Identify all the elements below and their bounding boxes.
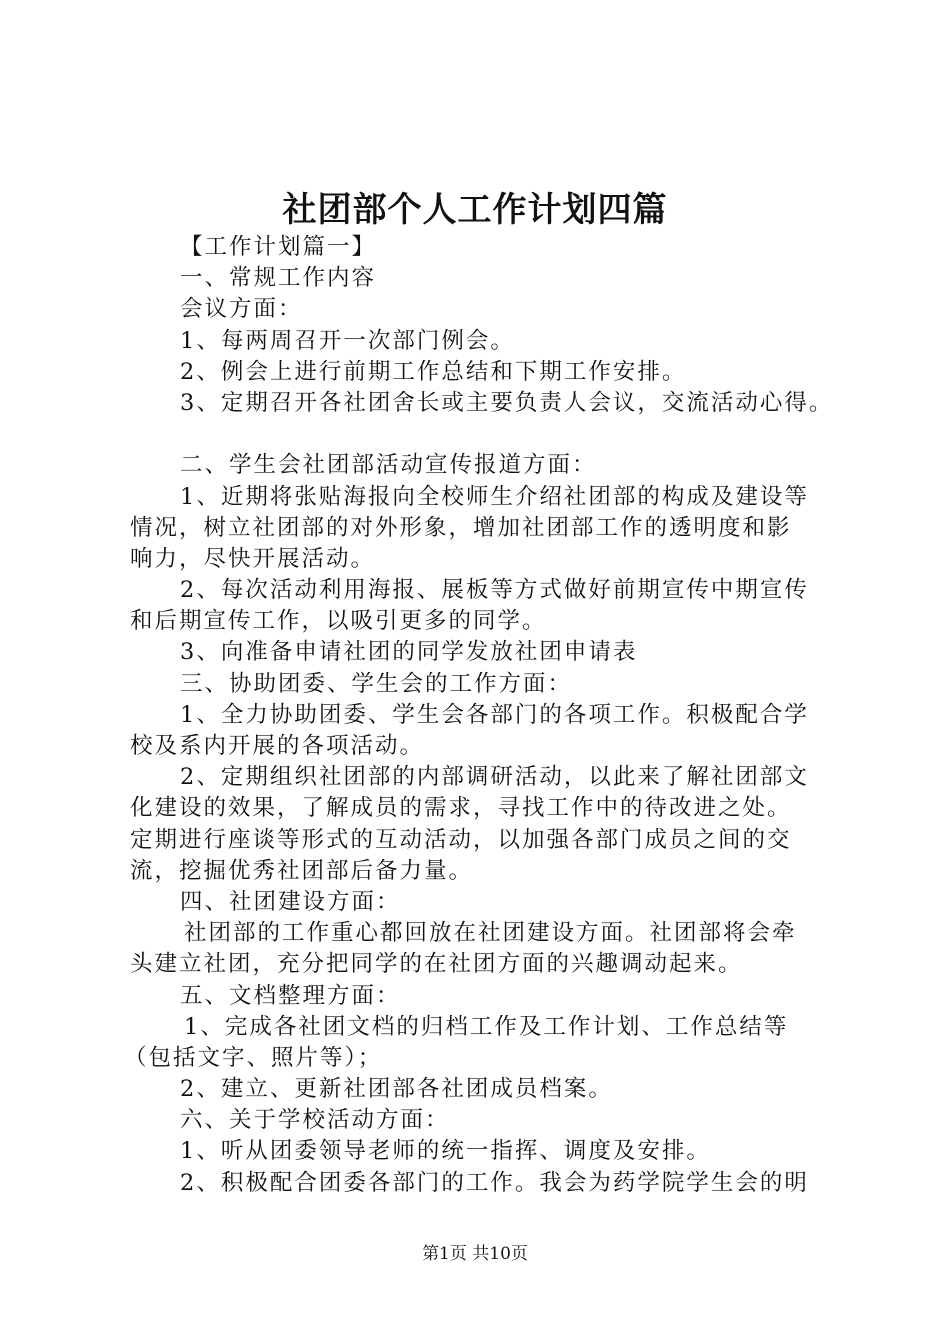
text-line: 三、协助团委、学生会的工作方面：	[180, 670, 573, 697]
text-line: 1、听从团委领导老师的统一指挥、调度及安排。	[180, 1138, 711, 1165]
blank-line	[130, 419, 840, 450]
text-line: 2、例会上进行前期工作总结和下期工作安排。	[180, 358, 687, 385]
text-line: 化建设的效果，了解成员的需求，寻找工作中的待改进之处。	[130, 795, 792, 822]
document-title: 社团部个人工作计划四篇	[282, 190, 668, 230]
text-line: 1、每两周召开一次部门例会。	[180, 327, 515, 354]
text-line: 【工作计划篇一】	[180, 234, 377, 260]
text-line: 3、向准备申请社团的同学发放社团申请表	[180, 639, 638, 666]
page-footer: 第1页 共10页	[422, 1244, 528, 1264]
text-line: 四、社团建设方面：	[180, 888, 401, 915]
document-body	[124, 232, 840, 1199]
text-line: 2、每次活动利用海报、展板等方式做好前期宣传中期宣传	[180, 577, 809, 604]
text-line: 和后期宣传工作，以吸引更多的同学。	[130, 608, 547, 635]
text-line: 3、定期召开各社团舍长或主要负责人会议，交流活动心得。	[180, 389, 834, 416]
text-line: 校及系内开展的各项活动。	[130, 733, 425, 759]
text-line: 2、定期组织社团部的内部调研活动，以此来了解社团部文	[180, 764, 809, 791]
text-line: 1、完成各社团文档的归档工作及工作计划、工作总结等	[184, 1013, 789, 1040]
text-line: 流，挖掘优秀社团部后备力量。	[130, 857, 474, 884]
text-line: 二、学生会社团部活动宣传报道方面：	[180, 452, 597, 479]
text-line: 情况，树立社团部的对外形象，增加社团部工作的透明度和影	[130, 514, 792, 541]
text-line: 定期进行座谈等形式的互动活动，以加强各部门成员之间的交	[130, 826, 792, 853]
text-line: 响力，尽快开展活动。	[130, 545, 376, 572]
text-line: 社团部的工作重心都回放在社团建设方面。社团部将会牵	[184, 920, 797, 947]
text-line: 六、关于学校活动方面：	[180, 1107, 450, 1134]
text-line: 2、积极配合团委各部门的工作。我会为药学院学生会的明	[180, 1169, 809, 1196]
text-line: 2、建立、更新社团部各社团成员档案。	[180, 1076, 613, 1103]
text-line: 会议方面：	[180, 296, 303, 323]
text-line: 一、常规工作内容	[180, 265, 377, 292]
text-line: 头建立社团，充分把同学的在社团方面的兴趣调动起来。	[130, 951, 743, 978]
text-line: 五、文档整理方面：	[180, 982, 401, 1009]
text-line: 1、全力协助团委、学生会各部门的各项工作。积极配合学	[180, 701, 809, 728]
text-line: （包括文字、照片等）；	[124, 1044, 383, 1071]
text-line: 1、近期将张贴海报向全校师生介绍社团部的构成及建设等	[180, 483, 809, 510]
